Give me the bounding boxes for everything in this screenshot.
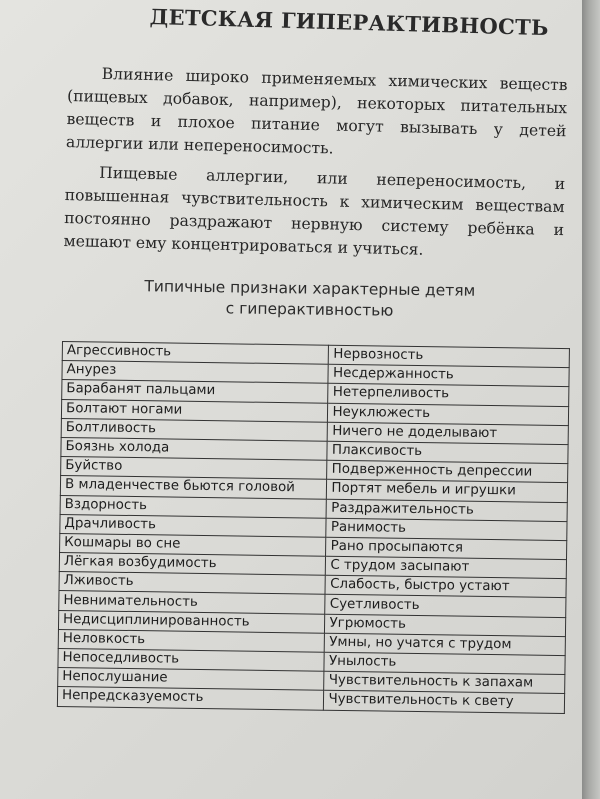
traits-table-body [57, 342, 569, 714]
trait-cell-right: Портят мебель и игрушки [327, 480, 568, 503]
trait-cell-right: Чувствительность к запахам [324, 671, 565, 694]
trait-cell-left: Боязнь холода [61, 437, 328, 460]
trait-cell-left: В младенчестве бьются головой [60, 476, 327, 499]
trait-cell-left: Недисциплинированность [58, 610, 325, 633]
trait-cell-left: Невнимательность [59, 591, 326, 614]
trait-cell-left: Лёгкая возбудимость [59, 553, 326, 576]
intro-paragraph: Влияние широко применяемых химических веществ (пищевых добавок, например), некоторых питательных веществ и плохое питание могут вызывать у детей аллергии или непереносимость. [65, 64, 568, 158]
trait-cell-left: Вздорность [60, 495, 327, 518]
trait-cell-right: Суетливость [325, 595, 566, 618]
intro-text [63, 62, 568, 265]
trait-cell-left: Драчливость [60, 514, 327, 537]
page-edge [582, 0, 600, 799]
trait-cell-left: Болтливость [61, 418, 328, 441]
trait-cell-right: Нетерпеливость [328, 384, 569, 407]
trait-cell-left: Непредсказуемость [57, 687, 324, 710]
trait-cell-right: Нервозность [329, 345, 570, 368]
trait-cell-right: Ничего не доделывают [328, 422, 569, 445]
table-caption-line: с гиперактивностью [225, 299, 394, 320]
trait-cell-left: Барабанят пальцами [62, 380, 329, 403]
trait-cell-left: Анурез [62, 361, 329, 384]
trait-cell-left: Буйство [61, 457, 328, 480]
trait-cell-right: Слабость, быстро устают [325, 575, 566, 598]
trait-cell-right: Чувствительность к свету [324, 691, 565, 714]
table-caption-line: Типичные признаки характерные детям [144, 277, 476, 300]
trait-cell-right: С трудом засыпают [326, 556, 567, 579]
trait-cell-left: Кошмары во сне [60, 533, 327, 556]
trait-cell-left: Болтают ногами [61, 399, 328, 422]
page-title: ДЕТСКАЯ ГИПЕРАКТИВНОСТЬ [149, 4, 550, 41]
trait-cell-right: Неуклюжесть [328, 403, 569, 426]
trait-cell-left: Непослушание [58, 668, 325, 691]
trait-cell-left: Непоседливость [58, 648, 325, 671]
trait-cell-left: Агрессивность [62, 342, 329, 365]
trait-cell-left: Лживость [59, 572, 326, 595]
trait-cell-right: Ранимость [326, 518, 567, 541]
trait-cell-right: Плаксивость [327, 441, 568, 464]
trait-cell-left: Неловкость [58, 629, 325, 652]
intro-paragraph: Пищевые аллергии, или непереносимость, и повышенная чувствительность к химическим веществам постоянно раздражают нервную систему ребёнка и мешают ему концентрироваться и учиться. [63, 163, 566, 259]
trait-cell-right: Подверженность депрессии [327, 460, 568, 483]
trait-cell-right: Умны, но учатся с трудом [325, 633, 566, 656]
trait-cell-right: Рано просыпаются [326, 537, 567, 560]
table-caption [129, 276, 490, 323]
trait-cell-right: Угрюмость [325, 614, 566, 637]
traits-table [57, 341, 570, 714]
trait-cell-right: Унылость [324, 652, 565, 675]
trait-cell-right: Раздражительность [327, 499, 568, 522]
trait-cell-right: Несдержанность [328, 364, 569, 387]
